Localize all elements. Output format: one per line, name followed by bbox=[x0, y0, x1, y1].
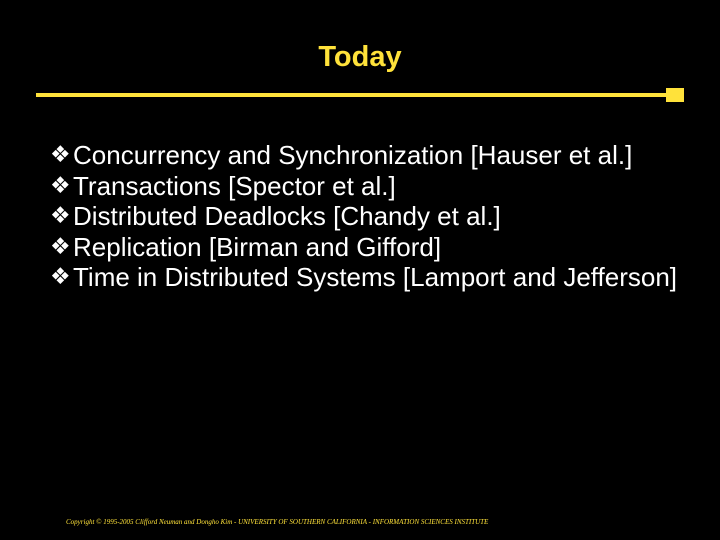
title-divider bbox=[36, 93, 668, 97]
diamond-bullet-icon: ❖ bbox=[50, 233, 71, 260]
bullet-text: Replication [Birman and Gifford] bbox=[73, 231, 442, 262]
copyright-footer: Copyright © 1995-2005 Clifford Neuman and Dongho Kim - UNIVERSITY OF SOUTHERN CALIFORNIA - INFORMATION SCIENCES INSTITUTE bbox=[66, 518, 489, 526]
bullet-text: Transactions [Spector et al.] bbox=[73, 170, 396, 201]
bullet-text: Concurrency and Synchronization [Hauser et al.] bbox=[73, 140, 633, 170]
bullet-text: Time in Distributed Systems [Lamport and Jefferson] bbox=[73, 262, 678, 292]
bullet-item-concurrency bbox=[50, 140, 700, 171]
bullet-text: Distributed Deadlocks [Chandy et al.] bbox=[73, 201, 501, 231]
diamond-bullet-icon: ❖ bbox=[50, 142, 71, 168]
bullet-item-time bbox=[50, 262, 700, 293]
diamond-bullet-icon: ❖ bbox=[50, 264, 71, 290]
diamond-bullet-icon: ❖ bbox=[50, 172, 71, 199]
bullet-item-replication bbox=[50, 232, 700, 263]
slide-title: Today bbox=[318, 41, 402, 73]
divider-end-block bbox=[666, 88, 684, 102]
bullet-list bbox=[50, 140, 700, 293]
bullet-item-deadlocks bbox=[50, 201, 700, 232]
bullet-item-transactions bbox=[50, 171, 700, 202]
diamond-bullet-icon: ❖ bbox=[50, 203, 71, 229]
